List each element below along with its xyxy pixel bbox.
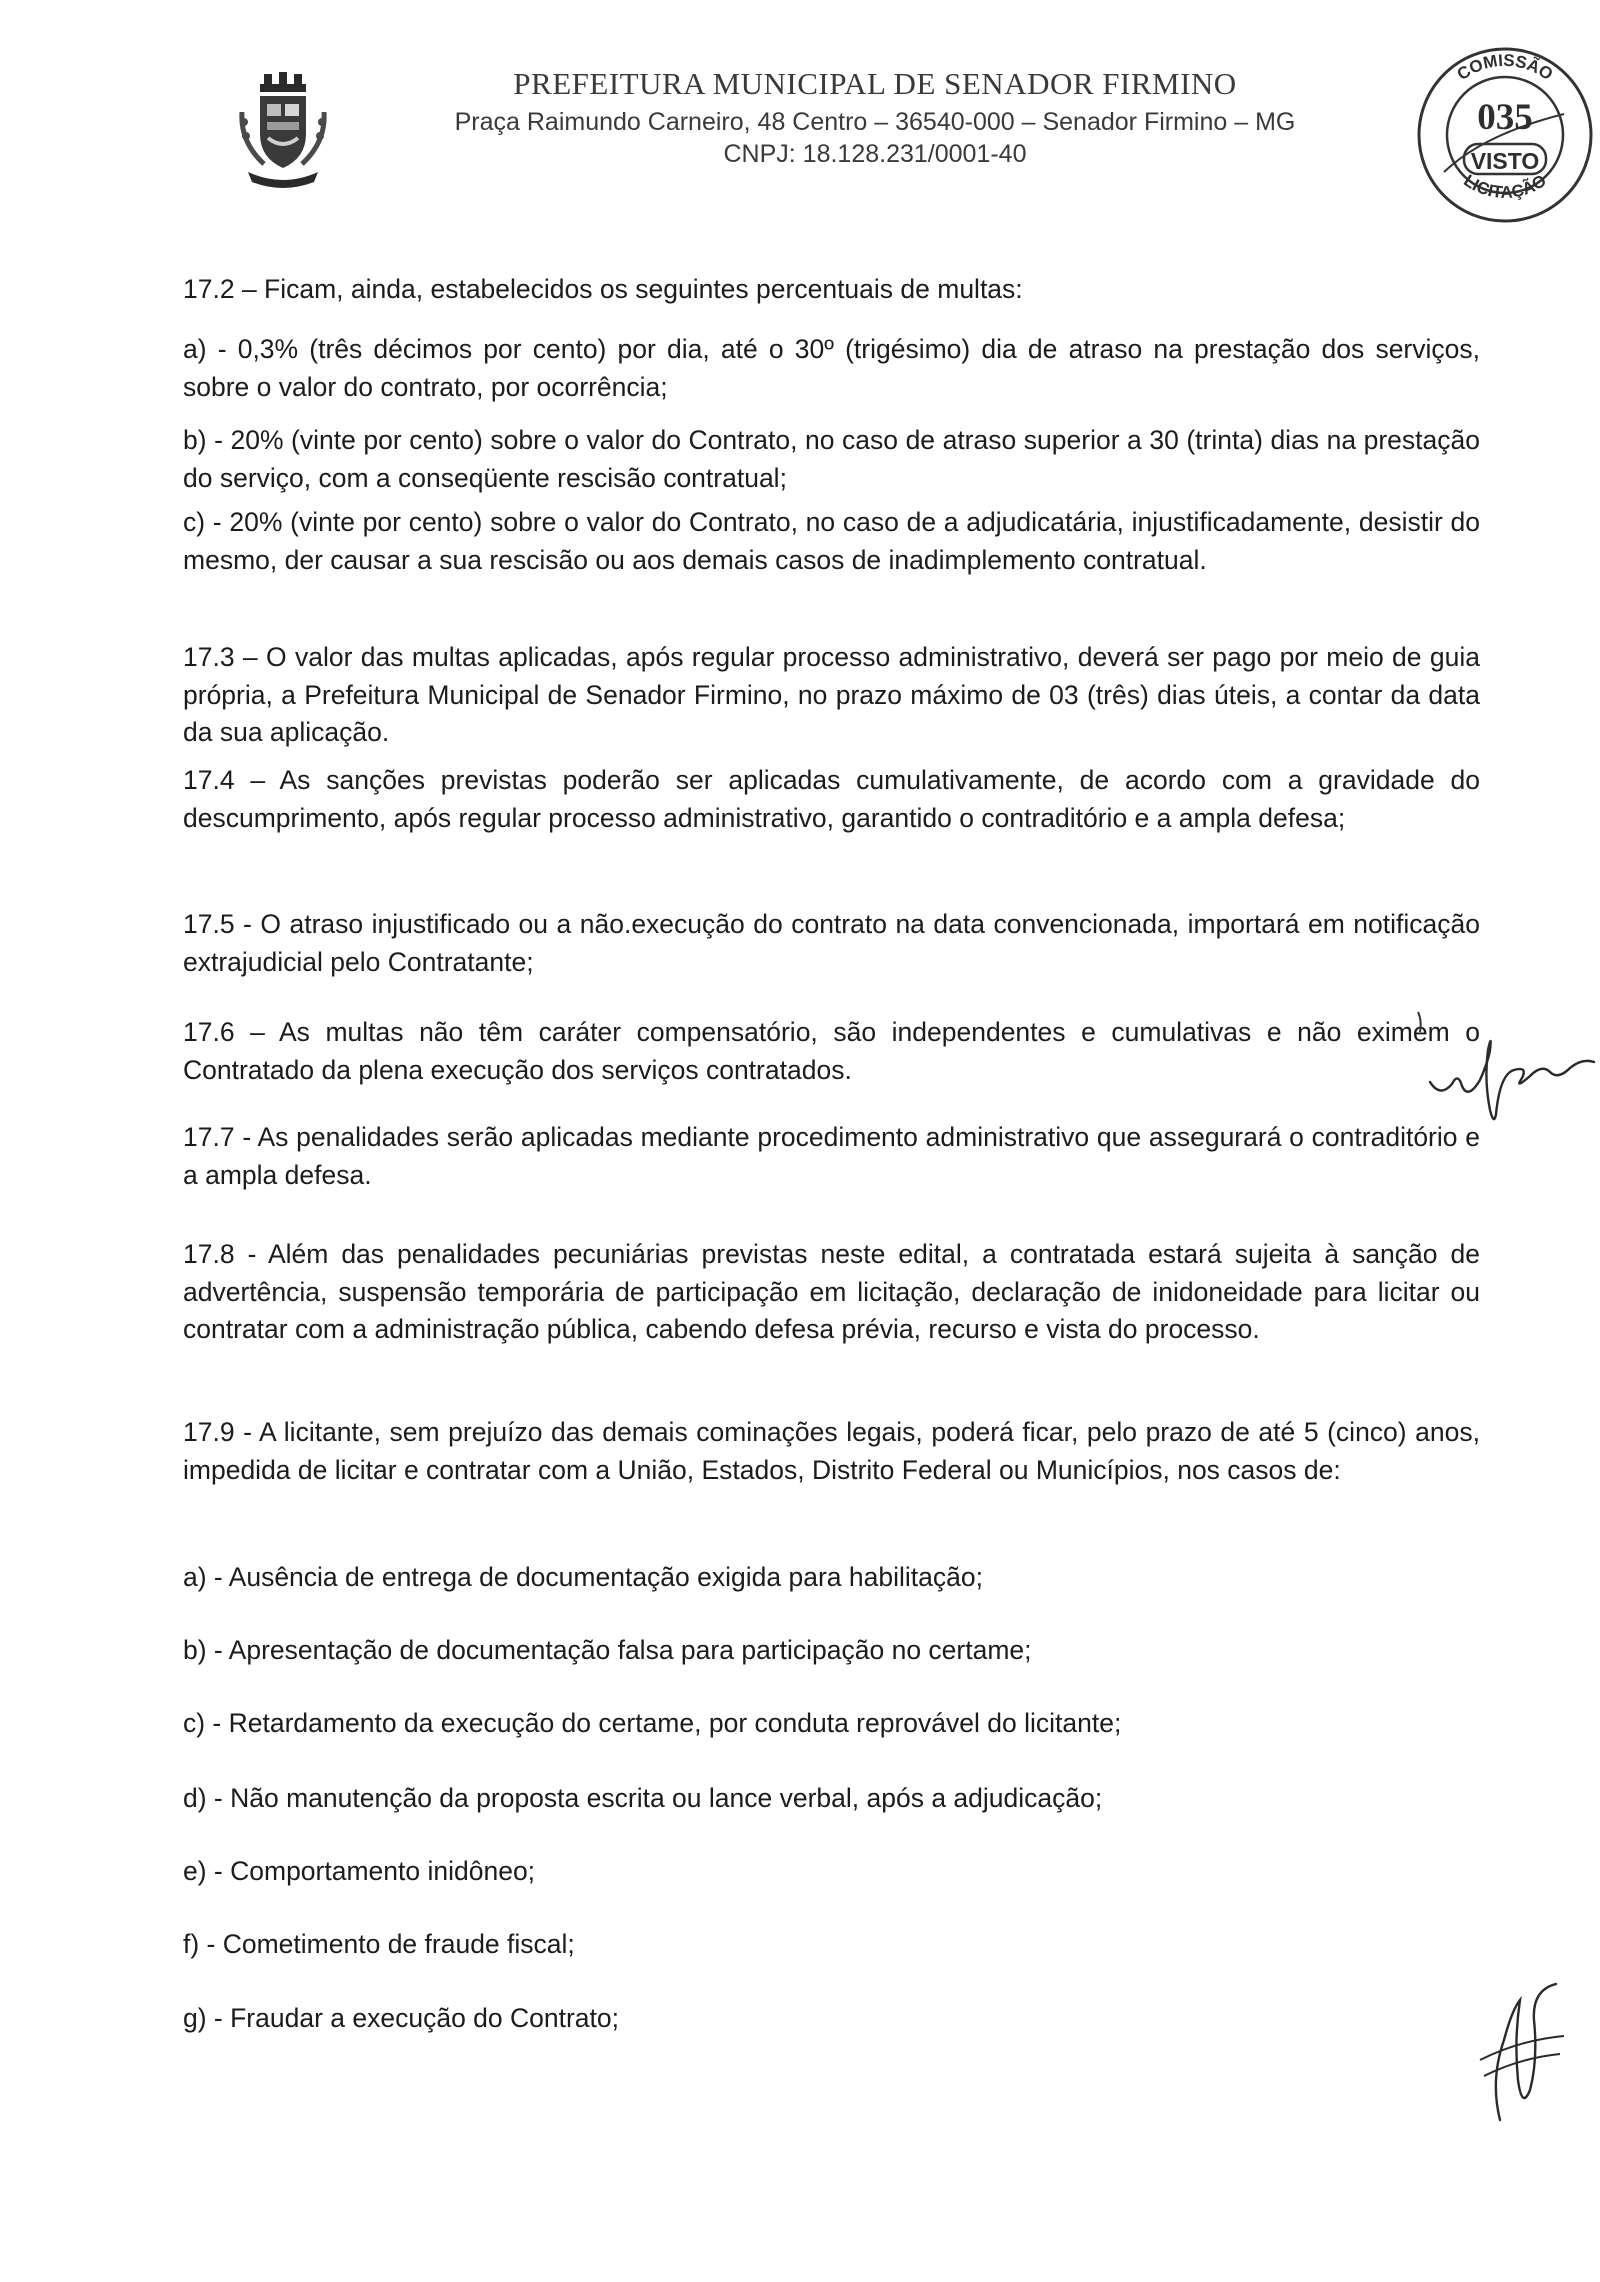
list-item: d) - Não manutenção da proposta escrita ou lance verbal, após a adjudicação; [183, 1783, 1103, 1813]
list-item: a) - Ausência de entrega de documentação exigida para habilitação; [183, 1562, 983, 1592]
handwritten-initials [1410, 1010, 1600, 1140]
clause-17-3: 17.3 – O valor das multas aplicadas, após regular processo administrativo, deverá ser pago por meio de guia própria, a Prefeitura Municipal de Senador Firmino, no prazo máximo de 03 (três) dias úteis, a contar da data da sua aplicação. [183, 642, 1480, 747]
clause-17-7: 17.7 - As penalidades serão aplicadas mediante procedimento administrativo que assegurará o contraditório e a ampla defesa. [183, 1122, 1480, 1190]
clause-17-2-c: c) - 20% (vinte por cento) sobre o valor do Contrato, no caso de a adjudicatária, injustificadamente, desistir do mesmo, der causar a sua rescisão ou aos demais casos de inadimplemento contratual. [183, 507, 1480, 575]
commission-stamp [1414, 44, 1596, 226]
list-item: g) - Fraudar a execução do Contrato; [183, 2003, 620, 2033]
municipality-address: Praça Raimundo Carneiro, 48 Centro – 36540-000 – Senador Firmino – MG [454, 108, 1296, 136]
clause-17-6: 17.6 – As multas não têm caráter compensatório, são independentes e cumulativas e não eximem o Contratado da plena execução dos serviços contratados. [183, 1017, 1480, 1085]
clause-17-4: 17.4 – As sanções previstas poderão ser aplicadas cumulativamente, de acordo com a gravidade do descumprimento, após regular processo administrativo, garantido o contraditório e a ampla defesa; [183, 765, 1480, 833]
municipal-coat-of-arms-icon [234, 72, 332, 192]
list-item: c) - Retardamento da execução do certame, por conduta reprovável do licitante; [183, 1708, 1122, 1738]
clause-17-2: 17.2 – Ficam, ainda, estabelecidos os seguintes percentuais de multas: [183, 274, 1023, 304]
stamp-number: 035 [1477, 97, 1533, 138]
clause-17-9: 17.9 - A licitante, sem prejuízo das demais cominações legais, poderá ficar, pelo prazo de até 5 (cinco) anos, impedida de licitar e contratar com a União, Estados, Distrito Federal ou Municípios, nos casos de: [183, 1417, 1480, 1485]
clause-17-2-b: b) - 20% (vinte por cento) sobre o valor do Contrato, no caso de atraso superior a 30 (trinta) dias na prestação do serviço, com a conseqüente rescisão contratual; [183, 425, 1480, 493]
clause-17-8: 17.8 - Além das penalidades pecuniárias previstas neste edital, a contratada estará sujeita à sanção de advertência, suspensão temporária de participação em licitação, declaração de inidoneidade para licitar ou contratar com a administração pública, cabendo defesa prévia, recurso e vista do processo. [183, 1239, 1480, 1344]
clause-17-5: 17.5 - O atraso injustificado ou a não.execução do contrato na data convencionada, importará em notificação extrajudicial pelo Contratante; [183, 909, 1480, 977]
municipality-title: PREFEITURA MUNICIPAL DE SENADOR FIRMINO [513, 66, 1237, 101]
municipality-cnpj: CNPJ: 18.128.231/0001-40 [723, 140, 1027, 168]
clause-17-2-a: a) - 0,3% (três décimos por cento) por dia, até o 30º (trigésimo) dia de atraso na prestação dos serviços, sobre o valor do contrato, por ocorrência; [183, 334, 1480, 402]
handwritten-signature [1460, 1980, 1575, 2125]
svg-text:LICITAÇÃO [1460, 171, 1550, 202]
list-item: e) - Comportamento inidôneo; [183, 1856, 536, 1886]
stamp-ring-text-bottom: LICITAÇÃO [1460, 170, 1550, 202]
list-item: b) - Apresentação de documentação falsa para participação no certame; [183, 1635, 1032, 1665]
stamp-ring-text: COMISSÃO [1453, 50, 1557, 85]
list-item: f) - Cometimento de fraude fiscal; [183, 1929, 575, 1959]
stamp-visto: VISTO [1470, 148, 1540, 174]
